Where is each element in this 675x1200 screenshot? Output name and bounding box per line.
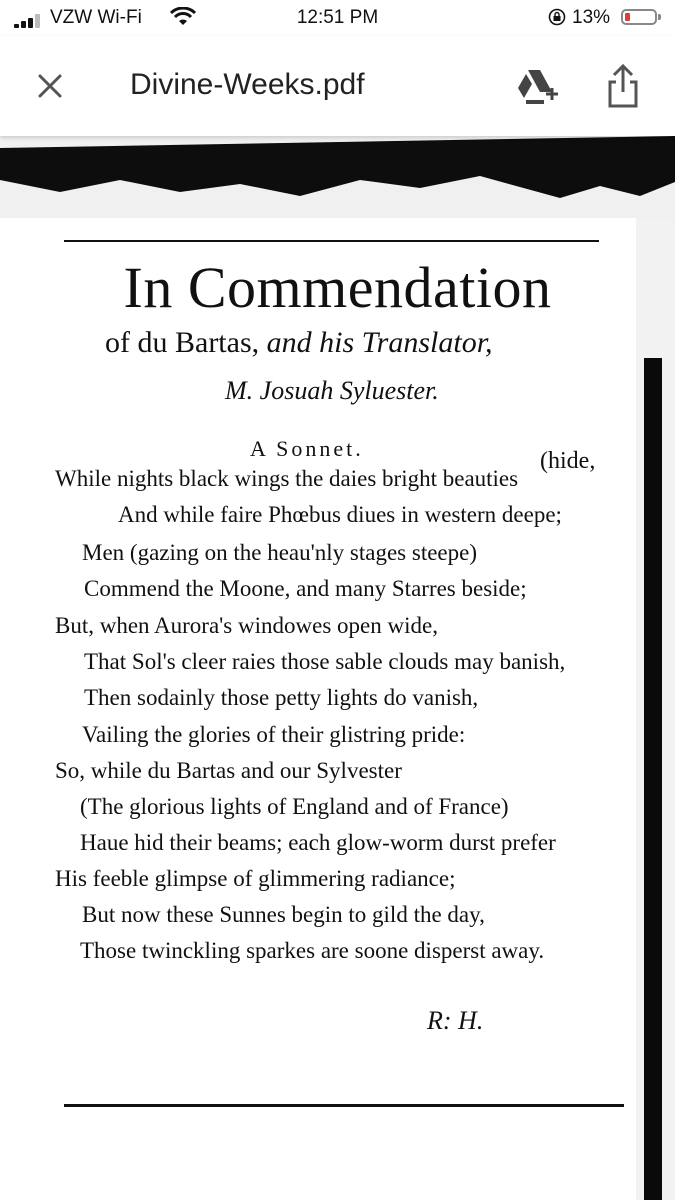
previous-page-edge [0,136,675,218]
poem-line-14: Those twinckling sparkes are soone disperst away. [80,938,545,963]
page-edge-bar [644,358,662,1200]
bottom-rule [64,1104,624,1107]
poem-line-1: While nights black wings the daies bright beauties [55,466,519,491]
pdf-toolbar [0,36,675,136]
top-rule [64,240,599,242]
subtitle-italic: and his Translator, [266,326,493,359]
subtitle-plain: of du Bartas, [105,326,260,359]
signature: R: H. [427,1006,484,1035]
rotation-lock-icon [548,8,566,26]
poem-line-6: That Sol's cleer raies those sable clouds may banish, [84,649,566,674]
carrier-label: VZW Wi-Fi [50,7,142,28]
doc-subtitle [105,326,493,360]
doc-author: M. Josuah Syluester. [225,376,439,405]
poem-line-11: Haue hid their beams; each glow-worm durst prefer [80,830,556,855]
pdf-viewer[interactable] [0,136,675,1200]
status-bar [0,0,675,36]
poem-line-8: Vailing the glories of their glistring pride: [82,722,466,747]
poem-line-4: Commend the Moone, and many Starres beside; [84,576,527,601]
battery-percent: 13% [572,7,611,28]
battery-icon [621,9,657,25]
poem-line-12: His feeble glimpse of glimmering radiance; [55,866,456,891]
poem-line-9: So, while du Bartas and our Sylvester [55,758,402,783]
add-to-drive-icon[interactable] [514,64,560,110]
poem-line-13: But now these Sunnes begin to gild the day, [82,902,485,927]
share-icon[interactable] [600,60,646,110]
sonnet-heading: A Sonnet. [250,436,364,461]
poem-line-7: Then sodainly those petty lights do vanish, [84,685,479,710]
poem-line-2: And while faire Phœbus diues in western deepe; [118,502,562,527]
close-icon[interactable] [30,66,70,106]
clock: 12:51 PM [296,7,379,28]
poem-line-10: (The glorious lights of England and of France) [80,794,509,819]
doc-heading: In Commendation [123,255,552,320]
poem-line-3: Men (gazing on the heau'nly stages steepe) [82,540,478,565]
hide-word: (hide, [540,448,596,474]
document-title: Divine-Weeks.pdf [130,68,365,101]
poem-line-5: But, when Aurora's windowes open wide, [55,613,438,638]
